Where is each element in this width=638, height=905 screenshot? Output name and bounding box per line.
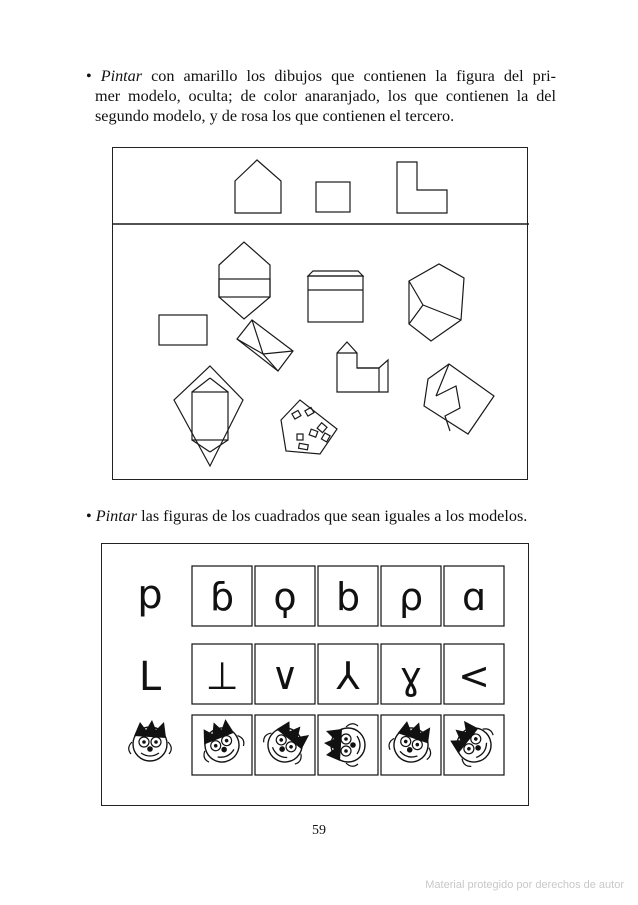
exercise-1-box	[112, 147, 528, 480]
instruction-verb: Pintar	[100, 67, 143, 85]
instruction-1-line-1-text: con amarillo los dibujos que contienen la figura del pri-	[142, 67, 556, 85]
instruction-1-line-2: mer modelo, oculta; de color anaranjado, los que contienen la del	[95, 87, 556, 105]
row-3-option-4-clown-icon	[386, 716, 438, 767]
row-2-option-4: ɣ	[399, 654, 423, 698]
row-3-model-clown-icon	[129, 720, 172, 761]
exercise-1-figures	[113, 148, 529, 481]
row-1-option-4: ρ	[398, 575, 424, 619]
figure-rotated-square	[424, 364, 494, 434]
instruction-verb: Pintar	[95, 507, 138, 525]
model-house-shape	[235, 160, 281, 213]
row-1-option-3: b	[335, 575, 361, 619]
row-1-option-5: ɑ	[461, 575, 487, 619]
row-1-option-1: ɓ	[209, 575, 235, 619]
row-2-option-1: ⊥	[205, 654, 239, 698]
row-3-option-2-clown-icon	[258, 713, 316, 771]
model-l-shape	[397, 162, 447, 213]
figure-l-house	[337, 342, 388, 392]
exercise-2-grid	[102, 544, 530, 807]
row-1-option-2: ϙ	[273, 575, 297, 619]
figure-pebble	[281, 400, 337, 454]
row-2-option-3: ⅄	[336, 654, 360, 698]
exercise-2-box	[101, 543, 529, 806]
row-3-option-3-clown-icon	[324, 724, 365, 767]
row-2-model: L	[138, 654, 162, 700]
row-3-option-1-clown-icon	[193, 714, 249, 769]
instruction-2-text: las figuras de los cuadrados que sean iguales a los modelos.	[137, 507, 528, 525]
bullet: •	[86, 67, 92, 85]
instruction-2-line	[86, 506, 556, 526]
figure-envelope-house	[308, 271, 363, 322]
row-1-model: p	[137, 572, 163, 618]
instruction-1-line-1	[86, 66, 556, 86]
figure-diamond	[174, 366, 243, 466]
page-number: 59	[312, 823, 326, 838]
figure-cube	[409, 264, 464, 341]
figure-rectangle	[159, 315, 207, 345]
model-rectangle-shape	[316, 182, 350, 212]
row-2-option-5: <	[458, 654, 490, 698]
instruction-1	[86, 66, 556, 126]
row-2-option-2: ∨	[271, 654, 299, 698]
instruction-1-line-3: segundo modelo, y de rosa los que contienen el tercero.	[95, 107, 455, 125]
row-3-option-5-clown-icon	[442, 714, 500, 772]
watermark: Material protegido por derechos de autor	[425, 879, 624, 891]
instruction-2	[86, 506, 556, 526]
figure-hexagon	[219, 242, 270, 319]
figure-rotated-envelope	[237, 320, 293, 371]
bullet: •	[86, 507, 92, 525]
